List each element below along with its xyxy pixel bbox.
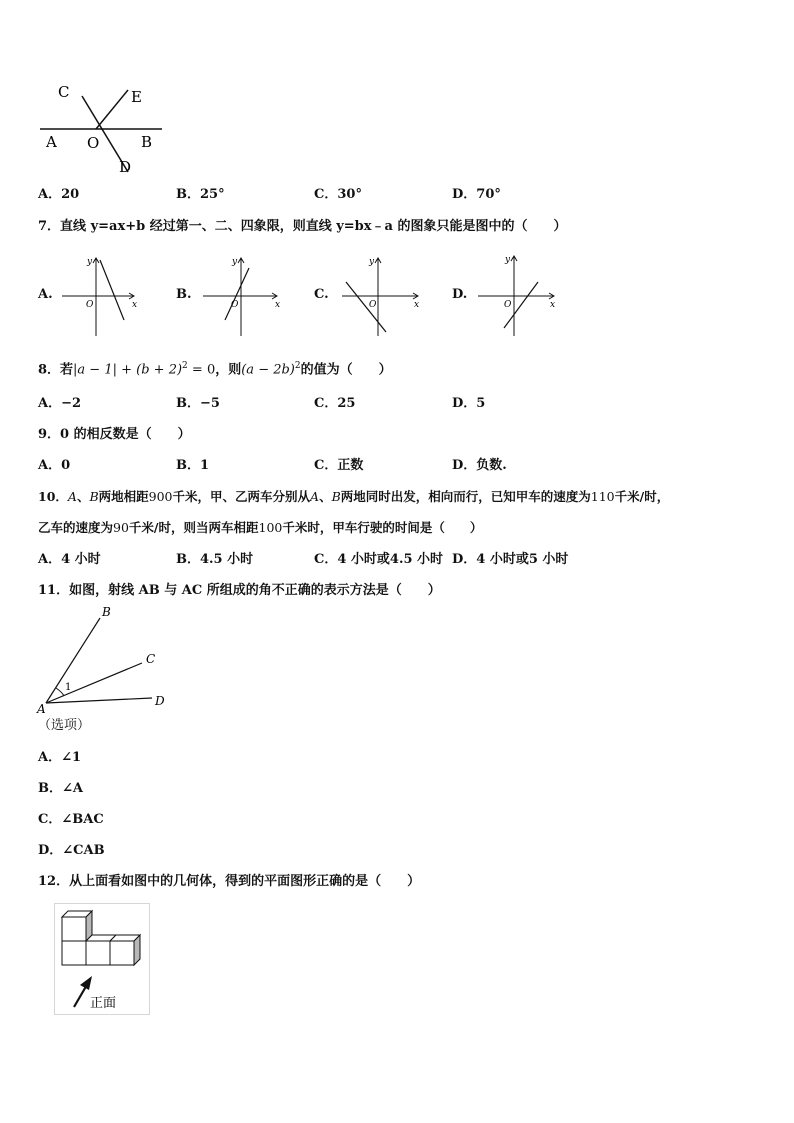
origin-label: O bbox=[86, 300, 94, 310]
q7-option-d-label[interactable]: D. bbox=[452, 287, 468, 302]
question-10-line-2 bbox=[38, 520, 482, 536]
q10-a: A bbox=[67, 489, 77, 504]
label-a: A bbox=[37, 702, 46, 716]
q10-number: 10． bbox=[38, 489, 68, 504]
q7-graph-d[interactable] bbox=[476, 250, 560, 338]
q6-option-c[interactable]: C．30° bbox=[314, 187, 362, 202]
y-axis-label: y bbox=[369, 257, 375, 267]
angle-figure-q6 bbox=[30, 80, 170, 180]
q7-option-b-label[interactable]: B. bbox=[176, 287, 192, 302]
q10-option-b[interactable]: B．4.5 小时 bbox=[176, 552, 254, 567]
q10-text: 两地相距 bbox=[98, 489, 149, 504]
q10-a: A bbox=[310, 489, 320, 504]
q10-text: 千米/时，则当两车相距 bbox=[128, 520, 259, 535]
q8-prefix: 8．若 bbox=[38, 362, 74, 378]
q10-text: 千米，甲、乙两车分别从 bbox=[172, 489, 311, 504]
x-axis-label: x bbox=[132, 300, 138, 310]
y-axis-label: y bbox=[87, 257, 93, 267]
label-a: A bbox=[46, 133, 57, 151]
cube-solid-figure-q12 bbox=[54, 903, 150, 1015]
label-o: O bbox=[87, 134, 100, 152]
q8-expression-2: (a − 2b) bbox=[241, 362, 295, 378]
q6-option-b[interactable]: B．25° bbox=[176, 187, 225, 202]
q7-graph-c[interactable] bbox=[338, 252, 424, 338]
q9-option-c[interactable]: C．正数 bbox=[314, 458, 364, 473]
q10-sep: 、 bbox=[76, 489, 90, 504]
angle-figure-q11 bbox=[34, 602, 184, 717]
question-12-stem: 12．从上面看如图中的几何体，得到的平面图形正确的是（ ） bbox=[38, 874, 421, 889]
q10-option-a[interactable]: A．4 小时 bbox=[38, 552, 101, 567]
q10-speed-b: 90 bbox=[113, 520, 129, 535]
q8-suffix: 的值为（ ） bbox=[300, 362, 392, 378]
origin-label: O bbox=[231, 300, 239, 310]
q10-text: 千米时，甲车行驶的时间是（ ） bbox=[282, 520, 483, 535]
q11-option-d[interactable]: D．∠CAB bbox=[38, 843, 105, 858]
q8-option-b[interactable]: B．−5 bbox=[176, 396, 220, 411]
label-d: D bbox=[155, 694, 165, 708]
q11-option-c[interactable]: C．∠BAC bbox=[38, 812, 104, 827]
q10-text: 千米/时， bbox=[614, 489, 670, 504]
q10-sep: 、 bbox=[319, 489, 332, 504]
q8-mid: ，则 bbox=[215, 362, 242, 378]
label-b: B bbox=[102, 605, 111, 619]
q7-option-c-label[interactable]: C. bbox=[314, 287, 329, 302]
front-label: 正面 bbox=[90, 996, 117, 1011]
q10-option-c[interactable]: C．4 小时或4.5 小时 bbox=[314, 552, 444, 567]
x-axis-label: x bbox=[275, 300, 281, 310]
label-angle-1: 1 bbox=[65, 682, 72, 693]
q6-option-a[interactable]: A．20 bbox=[38, 187, 80, 202]
label-e: E bbox=[131, 88, 142, 106]
label-b: B bbox=[141, 133, 153, 151]
question-8-stem bbox=[38, 358, 392, 378]
label-c: C bbox=[58, 83, 70, 101]
question-7-stem: 7．直线 y=ax+b 经过第一、二、四象限，则直线 y=bx﹣a 的图象只能是图中的（ ） bbox=[38, 219, 567, 234]
q8-equals: = 0 bbox=[187, 362, 216, 378]
q10-speed-a: 110 bbox=[590, 489, 615, 504]
q11-option-a[interactable]: A．∠1 bbox=[38, 750, 82, 765]
q9-option-a[interactable]: A．0 bbox=[38, 458, 71, 473]
q10-distance: 900 bbox=[148, 489, 173, 504]
y-axis-label: y bbox=[232, 257, 238, 267]
q11-option-b[interactable]: B．∠A bbox=[38, 781, 83, 796]
origin-label: O bbox=[369, 300, 377, 310]
question-10-line-1 bbox=[38, 489, 669, 505]
q7-graph-a[interactable] bbox=[60, 252, 140, 338]
q10-text: 乙车的速度为 bbox=[38, 520, 114, 535]
q8-option-c[interactable]: C．25 bbox=[314, 396, 356, 411]
q11-note: （选项） bbox=[38, 718, 91, 733]
x-axis-label: x bbox=[550, 300, 556, 310]
question-9-stem: 9．0 的相反数是（ ） bbox=[38, 427, 191, 442]
x-axis-label: x bbox=[414, 300, 420, 310]
q8-exponent-1: 2 bbox=[182, 361, 188, 371]
q9-option-b[interactable]: B．1 bbox=[176, 458, 210, 473]
y-axis-label: y bbox=[505, 255, 511, 265]
q8-exponent-2: 2 bbox=[294, 361, 301, 371]
q10-text: 两地同时出发，相向而行，已知甲车的速度为 bbox=[340, 489, 591, 504]
label-c: C bbox=[146, 652, 156, 666]
label-d: D bbox=[119, 158, 132, 176]
q7-graph-b[interactable] bbox=[201, 252, 283, 338]
q7-option-a-label[interactable]: A. bbox=[38, 287, 53, 302]
q8-expression-1: |a − 1| + (b + 2) bbox=[73, 362, 183, 378]
q10-b: B bbox=[89, 489, 99, 504]
origin-label: O bbox=[504, 300, 512, 310]
q8-option-d[interactable]: D．5 bbox=[452, 396, 486, 411]
q10-gap: 100 bbox=[258, 520, 283, 535]
question-11-stem: 11．如图，射线 AB 与 AC 所组成的角不正确的表示方法是（ ） bbox=[38, 583, 441, 598]
q6-option-d[interactable]: D．70° bbox=[452, 187, 501, 202]
q10-option-d[interactable]: D．4 小时或5 小时 bbox=[452, 552, 569, 567]
q10-b: B bbox=[331, 489, 341, 504]
q8-option-a[interactable]: A．−2 bbox=[38, 396, 82, 411]
q9-option-d[interactable]: D．负数. bbox=[452, 458, 507, 473]
